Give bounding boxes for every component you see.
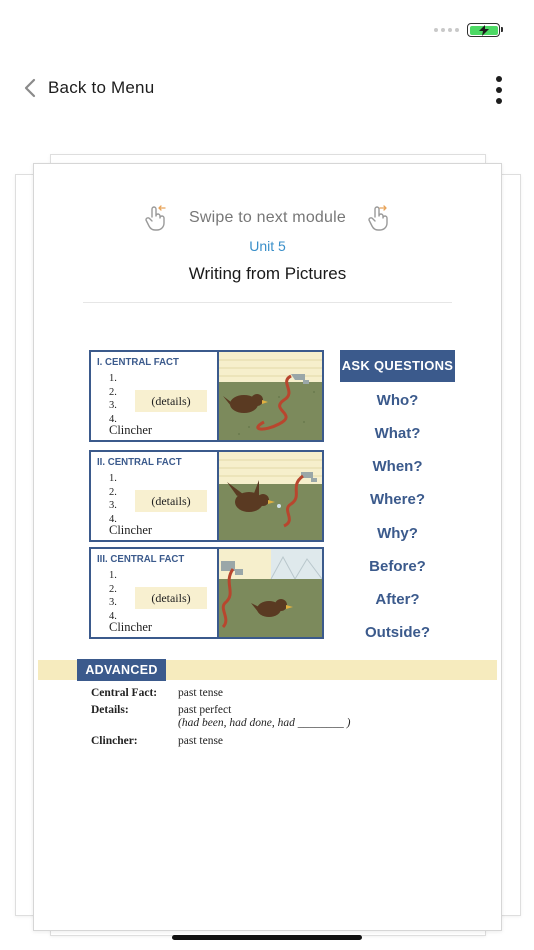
chevron-left-icon	[24, 78, 36, 98]
question-when: When?	[372, 458, 423, 475]
details-label: (details)	[135, 490, 207, 512]
module-title: Writing from Pictures	[188, 264, 347, 283]
clincher-label: Clincher	[109, 620, 153, 634]
swipe-left-hand-icon	[143, 204, 169, 232]
grammar-definition: past tense	[178, 687, 224, 699]
question-outside: Outside?	[364, 624, 430, 641]
grammar-term: Clincher:	[91, 735, 138, 747]
battery-icon	[467, 23, 500, 37]
grammar-definition: past tense	[178, 735, 224, 747]
question-after: After?	[375, 591, 420, 608]
module-card[interactable]	[33, 163, 502, 931]
central-fact-panel-3	[89, 547, 324, 639]
grammar-term: Central Fact:	[91, 687, 158, 699]
outline-box	[91, 549, 219, 637]
status-bar	[434, 18, 500, 42]
outline-box	[91, 352, 219, 440]
panel-heading: I. CENTRAL FACT	[97, 356, 179, 368]
question-where: Where?	[369, 491, 425, 508]
question-before: Before?	[369, 558, 426, 575]
top-bar	[0, 70, 534, 110]
swipe-hint	[34, 204, 501, 232]
central-fact-panel-1	[89, 350, 324, 442]
question-who: Who?	[376, 392, 419, 409]
more-options-icon[interactable]	[494, 76, 504, 104]
home-indicator[interactable]	[172, 935, 362, 940]
details-label: (details)	[135, 390, 207, 412]
bird-worm-illustration-3	[219, 549, 322, 637]
unit-label: Unit 5	[249, 238, 286, 254]
central-fact-panel-2	[89, 450, 324, 542]
clincher-label: Clincher	[109, 423, 153, 437]
panel-heading: II. CENTRAL FACT	[97, 456, 182, 468]
grammar-row-clincher	[91, 735, 224, 747]
ask-questions-heading: ASK QUESTIONS	[340, 350, 455, 382]
grammar-note: (had been, had done, had ________ )	[178, 717, 351, 729]
divider	[83, 302, 452, 303]
grammar-row-central-fact	[91, 687, 224, 699]
back-button[interactable]	[24, 78, 154, 98]
signal-dots-icon	[434, 28, 459, 32]
advanced-label: ADVANCED	[77, 659, 166, 681]
back-label: Back to Menu	[48, 78, 155, 97]
number-list: 1. 2. 3. 4.	[109, 373, 117, 425]
clincher-label: Clincher	[109, 523, 153, 537]
grammar-term: Details:	[91, 704, 129, 716]
panel-heading: III. CENTRAL FACT	[97, 553, 185, 565]
swipe-text: Swipe to next module	[189, 209, 346, 226]
details-label: (details)	[135, 587, 207, 609]
number-list: 1. 2. 3. 4.	[109, 570, 117, 622]
question-why: Why?	[377, 525, 418, 542]
bird-worm-illustration-1	[219, 352, 322, 440]
swipe-right-hand-icon	[366, 204, 392, 232]
question-what: What?	[374, 425, 421, 442]
number-list: 1. 2. 3. 4.	[109, 473, 117, 525]
grammar-row-details	[91, 704, 232, 716]
grammar-definition: past perfect	[178, 704, 232, 716]
outline-box	[91, 452, 219, 540]
bird-worm-illustration-2	[219, 452, 322, 540]
